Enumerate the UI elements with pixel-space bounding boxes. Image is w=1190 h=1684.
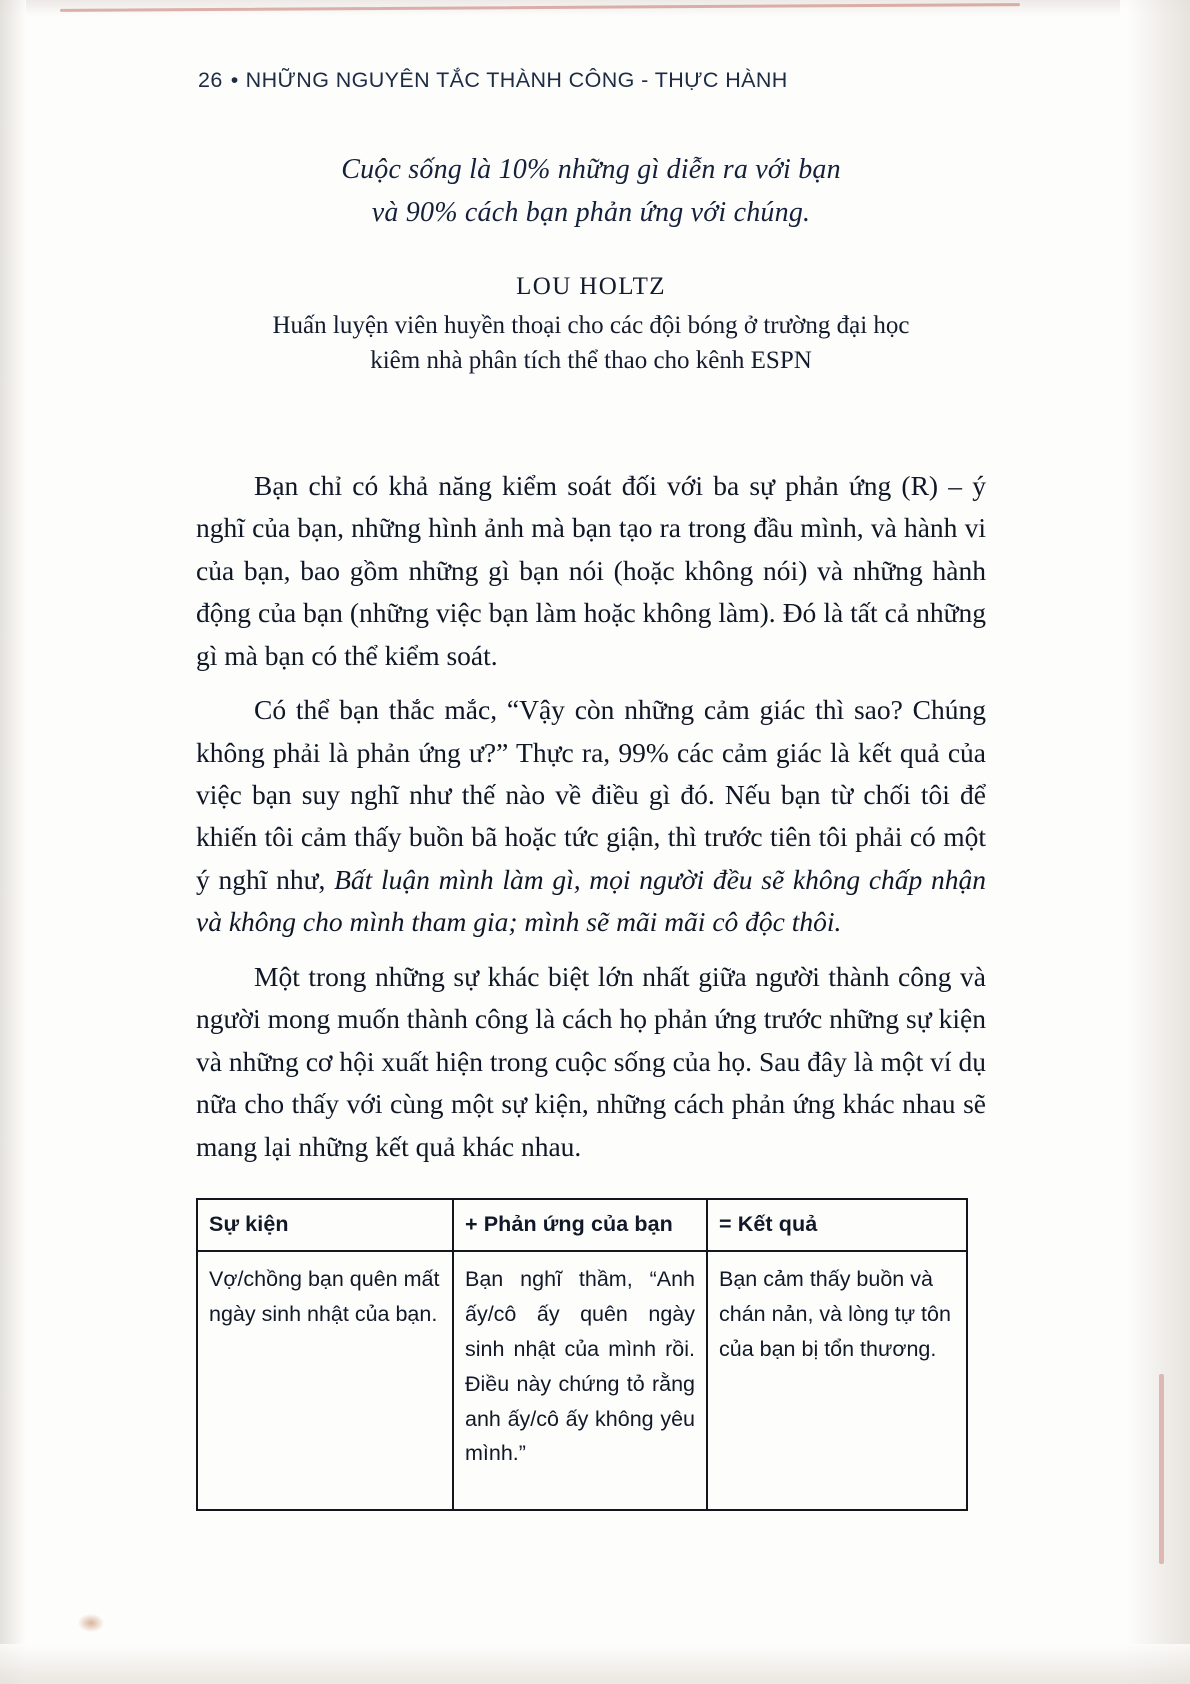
epigraph-line-2: và 90% cách bạn phản ứng với chúng. [371,196,811,228]
table-cell-event: Vợ/chồng bạn quên mất ngày sinh nhật của bạn. [197,1251,453,1510]
attribution-author: LOU HOLTZ [516,273,666,301]
body-copy [196,465,986,1169]
page-content [196,68,986,1511]
scan-edge-right [1120,0,1190,1684]
scan-artifact-red-line-right [1159,1374,1164,1564]
paragraph-1: Bạn chỉ có khả năng kiểm soát đối với ba sự phản ứng (R) – ý nghĩ của bạn, những hình ảnh mà bạn tạo ra trong đầu mình, và hành vi của bạn, bao gồm những gì bạn nói (hoặc không nói) và những hành động của bạn (những việc bạn làm hoặc không làm). Đó là tất cả những gì mà bạn có thể kiểm soát. [196,469,986,671]
paragraph-2-text: Có thể bạn thắc mắc, “Vậy còn những cảm giác thì sao? Chúng không phải là phản ứng ư?” Thực ra, 99% các cảm giác là kết quả của việc bạn suy nghĩ như thế nào về điều gì đó. Nếu bạn từ chối tôi để khiến tôi cảm thấy buồn bã hoặc tức giận, thì trước tiên tôi phải có một ý nghĩ như, [196,694,986,895]
separator-bullet-icon: • [230,68,239,92]
scan-edge-bottom [0,1644,1190,1684]
table-header-reaction: + Phản ứng của bạn [453,1199,707,1251]
attribution-role-line-2: kiêm nhà phân tích thể thao cho kênh ESPN [370,347,812,375]
attribution-role-line-1: Huấn luyện viên huyền thoại cho các đội bóng ở trường đại học [272,311,910,339]
attribution-role [196,308,986,379]
epigraph-quote [196,149,986,234]
table-cell-reaction: Bạn nghĩ thầm, “Anh ấy/cô ấy quên ngày sinh nhật của mình rồi. Điều này chứng tỏ rằng anh ấy/cô ấy không yêu mình.” [453,1251,707,1510]
running-head [198,68,986,93]
epigraph-line-1: Cuộc sống là 10% những gì diễn ra với bạn [341,154,841,185]
table-header-event: Sự kiện [197,1199,453,1251]
scan-edge-left [0,0,26,1684]
epigraph-attribution [196,268,986,379]
paragraph-3: Một trong những sự khác biệt lớn nhất giữa người thành công và người mong muốn thành công là cách họ phản ứng trước những sự kiện và những cơ hội xuất hiện trong cuộc sống của họ. Sau đây là một ví dụ nữa cho thấy với cùng một sự kiện, những cách phản ứng khác nhau sẽ mang lại những kết quả khác nhau. [196,960,986,1162]
event-reaction-result-table [196,1198,968,1511]
paragraph-2 [196,689,986,944]
table-header-result: = Kết quả [707,1199,967,1251]
running-head-title: NHỮNG NGUYÊN TẮC THÀNH CÔNG - THỰC HÀNH [245,68,788,92]
page-number: 26 [198,68,223,92]
table-row [197,1251,967,1510]
table-cell-result: Bạn cảm thấy buồn và chán nản, và lòng tự tôn của bạn bị tổn thương. [707,1251,967,1510]
scan-artifact-smudge [78,1614,104,1632]
paragraph-2-inner-thought: Bất luận mình làm gì, mọi người đều sẽ không chấp nhận và không cho mình tham gia; mình sẽ mãi mãi cô độc thôi. [196,863,986,938]
table-header-row [197,1199,967,1251]
